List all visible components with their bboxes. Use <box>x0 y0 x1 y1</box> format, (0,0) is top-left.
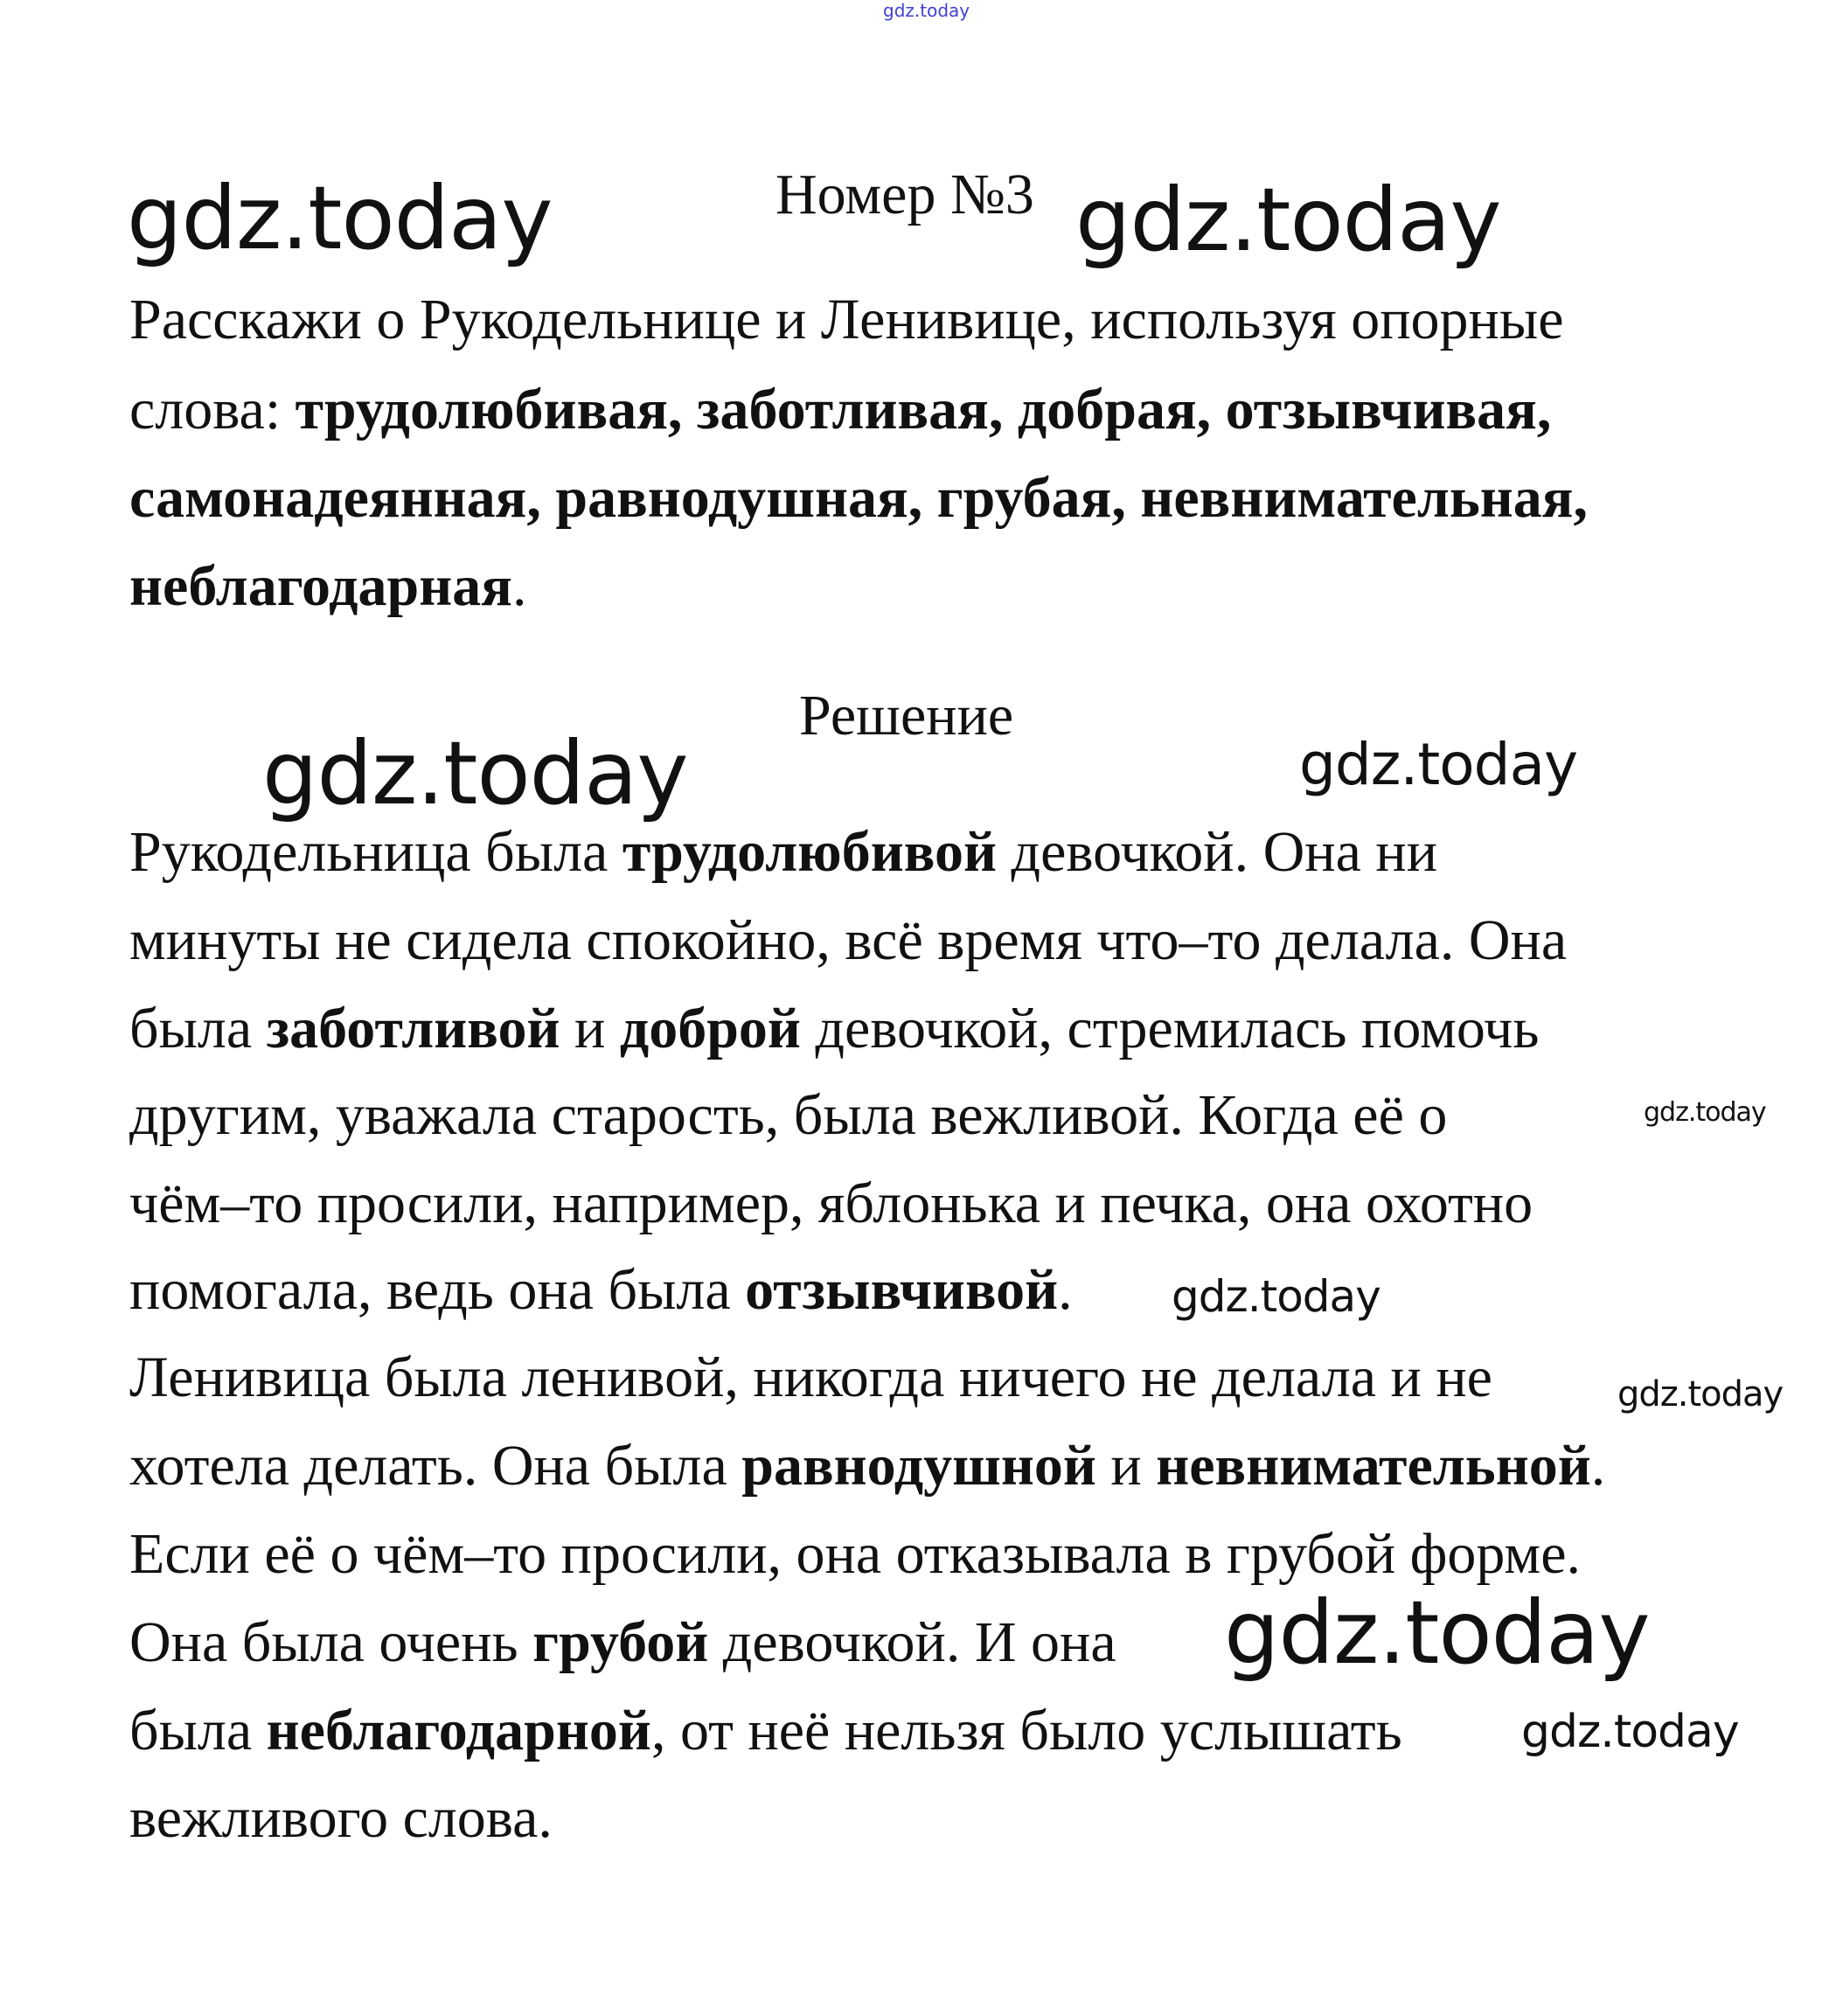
text-line <box>129 910 1567 971</box>
text-line <box>129 1524 1581 1585</box>
text-line <box>129 1788 553 1849</box>
text-segment: другим, уважала старость, была вежливой. Когда её о <box>129 1083 1448 1147</box>
text-segment: девочкой, стремилась помочь <box>800 997 1540 1060</box>
bold-keyword: равнодушной <box>741 1434 1096 1498</box>
text-segment: . <box>511 554 527 618</box>
bold-keyword: заботливой <box>266 997 560 1060</box>
text-segment: девочкой. И она <box>708 1610 1116 1674</box>
text-segment: Расскажи о Рукодельнице и Ленивице, используя опорные <box>129 288 1564 351</box>
watermark: gdz.today <box>262 722 688 824</box>
watermark: gdz.today <box>1172 1271 1380 1322</box>
text-line <box>129 822 1437 883</box>
text-line <box>129 998 1539 1060</box>
text-segment: была <box>129 997 267 1060</box>
watermark: gdz.today <box>1299 731 1578 798</box>
text-line <box>129 1173 1533 1234</box>
text-segment: минуты не сидела спокойно, всё время что–то делала. Она <box>129 908 1568 972</box>
bold-keyword: грубой <box>532 1610 709 1674</box>
text-line <box>129 1612 1116 1673</box>
watermark: gdz.today <box>1075 169 1501 271</box>
text-segment: девочкой. Она ни <box>996 820 1438 884</box>
watermark: gdz.today <box>1644 1097 1766 1128</box>
text-segment: была <box>129 1699 267 1762</box>
page-title: Номер №3 <box>775 163 1034 226</box>
text-segment: чём–то просили, например, яблонька и печка, она охотно <box>129 1171 1533 1235</box>
text-line <box>129 1347 1492 1408</box>
text-line <box>129 556 526 617</box>
text-line <box>129 1700 1402 1762</box>
text-segment: и <box>1095 1434 1157 1498</box>
text-line <box>129 1260 1073 1321</box>
text-segment: Она была очень <box>129 1610 533 1674</box>
text-segment: Если её о чём–то просили, она отказывала в грубой форме. <box>129 1522 1581 1586</box>
text-line <box>129 1085 1447 1146</box>
text-segment: помогала, ведь она была <box>129 1258 746 1322</box>
text-line <box>129 289 1564 351</box>
text-segment: Ленивица была ленивой, никогда ничего не делала и не <box>129 1345 1492 1409</box>
solution-heading: Решение <box>799 684 1014 747</box>
bold-keyword: доброй <box>619 997 801 1060</box>
text-segment: слова: <box>129 378 296 441</box>
bold-keyword: самонадеянная, равнодушная, грубая, невнимательная, <box>129 466 1589 530</box>
watermark: gdz.today <box>1617 1374 1784 1415</box>
bold-keyword: трудолюбивой <box>622 820 997 884</box>
text-segment: Рукодельница была <box>129 820 622 884</box>
text-line <box>129 379 1551 441</box>
watermark-top: gdz.today <box>883 0 970 21</box>
bold-keyword: неблагодарной <box>266 1699 651 1762</box>
text-segment: вежливого слова. <box>129 1786 553 1850</box>
text-line <box>129 1436 1605 1497</box>
text-segment: . <box>1590 1434 1606 1498</box>
text-line <box>129 468 1588 529</box>
watermark: gdz.today <box>127 167 553 269</box>
text-segment: и <box>560 997 620 1060</box>
bold-keyword: трудолюбивая, заботливая, добрая, отзывчивая, <box>295 378 1552 441</box>
text-segment: , от неё нельзя было услышать <box>650 1699 1402 1762</box>
text-segment: . <box>1058 1258 1073 1322</box>
bold-keyword: неблагодарная <box>129 554 512 618</box>
text-segment: хотела делать. Она была <box>129 1434 742 1498</box>
bold-keyword: невнимательной <box>1156 1434 1591 1498</box>
bold-keyword: отзывчивой <box>745 1258 1059 1322</box>
watermark: gdz.today <box>1224 1582 1650 1684</box>
watermark: gdz.today <box>1521 1706 1739 1758</box>
